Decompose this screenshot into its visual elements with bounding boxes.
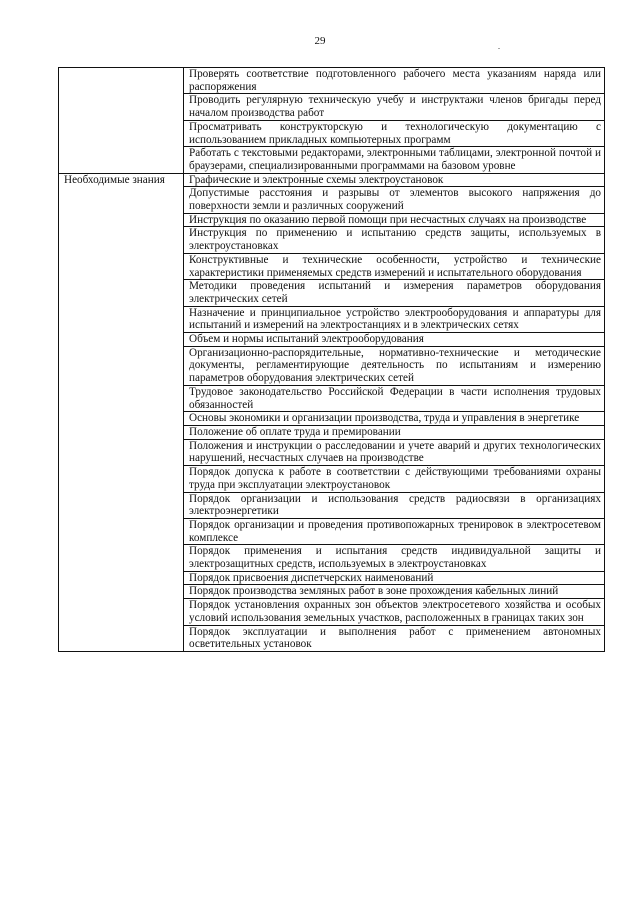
knowledge-text: Графические и электронные схемы электроустановок <box>184 173 605 187</box>
page-mark: . <box>498 42 500 51</box>
knowledge-text: Трудовое законодательство Российской Федерации в части исполнения трудовых обязанностей <box>184 385 605 411</box>
knowledge-text: Основы экономики и организации производства, труда и управления в энергетике <box>184 412 605 426</box>
skill-text: Проверять соответствие подготовленного рабочего места указаниям наряда или распоряжения <box>184 68 605 94</box>
skill-text: Просматривать конструкторскую и технологическую документацию с использованием прикладных компьютерных программ <box>184 120 605 146</box>
knowledge-text: Допустимые расстояния и разрывы от элементов высокого напряжения до поверхности земли и различных сооружений <box>184 187 605 213</box>
table-row <box>59 68 605 94</box>
page-number: 29 <box>314 35 326 47</box>
knowledge-text: Инструкция по оказанию первой помощи при несчастных случаях на производстве <box>184 213 605 227</box>
knowledge-text: Порядок применения и испытания средств индивидуальной защиты и электрозащитных средств, используемых в электроустановках <box>184 545 605 571</box>
knowledge-text: Порядок допуска к работе в соответствии с действующими требованиями охраны труда при эксплуатации электроустановок <box>184 466 605 492</box>
skill-text: Работать с текстовыми редакторами, электронными таблицами, электронной почтой и браузерами, специализированными программами на базовом уровне <box>184 147 605 173</box>
knowledge-text: Положение об оплате труда и премировании <box>184 425 605 439</box>
knowledge-text: Порядок эксплуатации и выполнения работ с применением автономных осветительных установок <box>184 625 605 651</box>
skill-text: Проводить регулярную техническую учебу и инструктажи членов бригады перед началом производства работ <box>184 94 605 120</box>
knowledge-text: Положения и инструкции о расследовании и учете аварий и других технологических нарушений, несчастных случаев на производстве <box>184 439 605 465</box>
knowledge-text: Порядок производства земляных работ в зоне прохождения кабельных линий <box>184 585 605 599</box>
competency-table <box>58 67 605 652</box>
table-row <box>59 173 605 187</box>
knowledge-text: Методики проведения испытаний и измерения параметров оборудования электрических сетей <box>184 280 605 306</box>
knowledge-text: Порядок организации и проведения противопожарных тренировок в электросетевом комплексе <box>184 518 605 544</box>
knowledge-text: Порядок присвоения диспетчерских наименований <box>184 571 605 585</box>
knowledge-text: Инструкция по применению и испытанию средств защиты, используемых в электроустановках <box>184 227 605 253</box>
knowledge-text: Объем и нормы испытаний электрооборудования <box>184 333 605 347</box>
knowledge-text: Назначение и принципиальное устройство электрооборудования и аппаратуры для испытаний и измерений на электростанциях и в электрических сетях <box>184 306 605 332</box>
category-label: Необходимые знания <box>59 173 184 651</box>
knowledge-text: Организационно-распорядительные, нормативно-технические и методические документы, регламентирующие деятельность по испытаниям и измерению параметров оборудования электрических сетей <box>184 346 605 385</box>
knowledge-text: Порядок установления охранных зон объектов электросетевого хозяйства и особых условий использования земельных участков, расположенных в границах таких зон <box>184 599 605 625</box>
knowledge-text: Конструктивные и технические особенности, устройство и технические характеристики применяемых средств измерений и испытательного оборудования <box>184 253 605 279</box>
empty-category-cell <box>59 68 184 174</box>
knowledge-text: Порядок организации и использования средств радиосвязи в организациях электроэнергетики <box>184 492 605 518</box>
